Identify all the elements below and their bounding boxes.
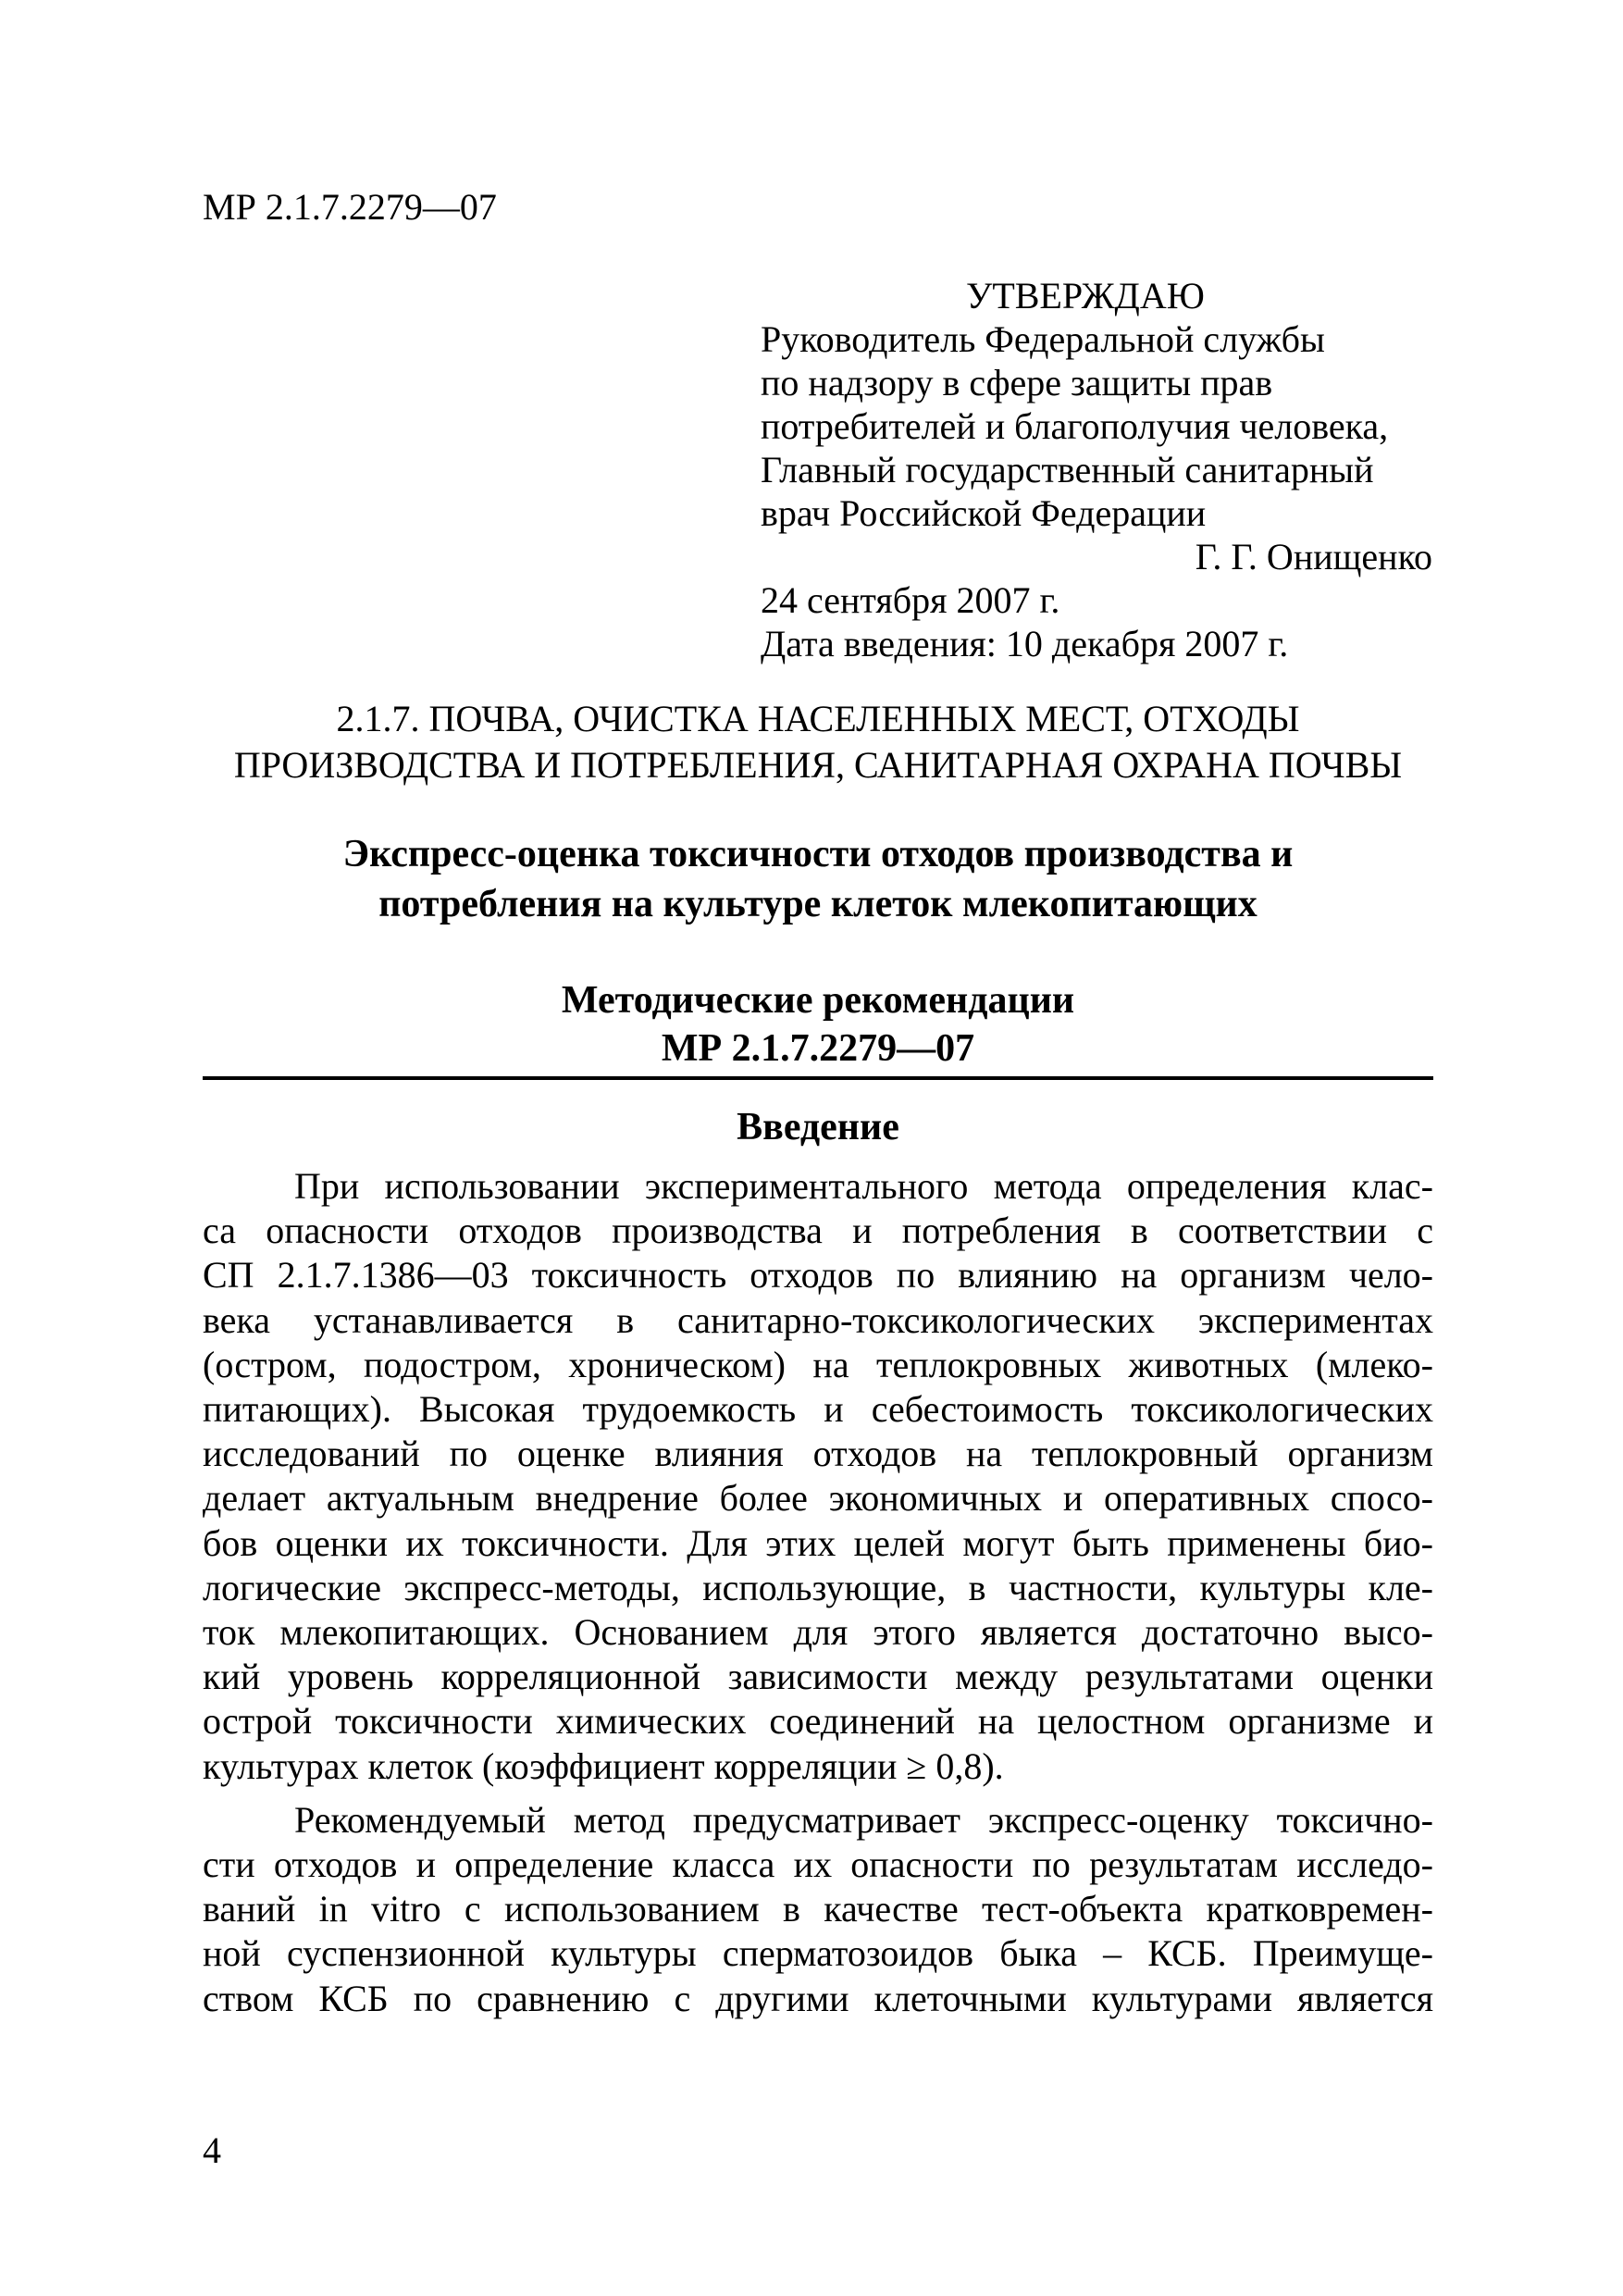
text-line: При использовании экспериментального метода определения клас- [294,1165,1433,1207]
approval-line: потребителей и благополучия человека, [761,405,1389,447]
approval-line: Главный государственный санитарный [761,449,1374,490]
paragraph-2 [203,1798,1433,2021]
text-line: са опасности отходов производства и потребления в соответствии с [203,1210,1433,1252]
text-line: исследований по оценке влияния отходов на теплокровный организм [203,1433,1433,1475]
approval-line: врач Российской Федерации [761,492,1207,534]
text-line: острой токсичности химических соединений на целостном организме и [203,1700,1433,1743]
horizontal-rule [203,1076,1433,1080]
section-heading-line: 2.1.7. ПОЧВА, ОЧИСТКА НАСЕЛЕННЫХ МЕСТ, ОТХОДЫ [336,698,1300,739]
text-line: культурах клеток (коэффициент корреляции ≥ 0,8). [203,1744,1004,1787]
text-line: кий уровень корреляционной зависимости между результатами оценки [203,1656,1433,1698]
text-line: века устанавливается в санитарно-токсикологических экспериментах [203,1298,1433,1341]
text-line: логические экспресс-методы, использующие, в частности, культуры кле- [203,1566,1433,1608]
text-line: бов оценки их токсичности. Для этих целей могут быть применены био- [203,1521,1433,1564]
approval-title: УТВЕРЖДАЮ [966,275,1205,316]
approval-block [761,274,1445,665]
text-line: (остром, подостром, хроническом) на теплокровных животных (млеко- [203,1343,1433,1385]
text-line: ством КСБ по сравнению с другими клеточными культурами является [203,1977,1433,2019]
approval-date: 24 сентября 2007 г. [761,579,1060,621]
paragraph-1 [203,1164,1433,1789]
approval-signer: Г. Г. Онищенко [1195,536,1432,577]
text-line: делает актуальным внедрение более экономичных и оперативных спосо- [203,1477,1433,1520]
approval-line: Руководитель Федеральной службы [761,318,1325,360]
page-number: 4 [203,2129,221,2171]
introduction-body [203,1164,1433,2021]
document-type-label: Методические рекомендации [561,979,1075,1022]
document-title-line: Экспресс-оценка токсичности отходов производства и [342,833,1294,875]
document-title-line: потребления на культуре клеток млекопитающих [378,883,1258,925]
document-type-code: МР 2.1.7.2279—07 [661,1027,975,1070]
section-heading [203,696,1433,788]
text-line: питающих). Высокая трудоемкость и себестоимость токсикологических [203,1388,1433,1431]
text-line: ваний in vitro с использованием в качестве тест-объекта кратковремен- [203,1888,1433,1930]
text-line: СП 2.1.7.1386—03 токсичность отходов по влиянию на организм чело- [203,1254,1433,1297]
document-title [203,829,1433,929]
document-code-header: МР 2.1.7.2279—07 [203,186,497,228]
document-type [203,976,1433,1073]
text-line: сти отходов и определение класса их опасности по результатам исследо- [203,1843,1433,1886]
approval-line: по надзору в сфере защиты прав [761,362,1273,403]
section-heading-line: ПРОИЗВОДСТВА И ПОТРЕБЛЕНИЯ, САНИТАРНАЯ ОХРАНА ПОЧВЫ [233,744,1403,786]
introduction-heading: Введение [737,1106,899,1148]
text-line: ток млекопитающих. Основанием для этого является достаточно высо- [203,1611,1433,1654]
text-line: ной суспензионной культуры сперматозоидов быка – КСБ. Преимуще- [203,1932,1433,1975]
effective-date: Дата введения: 10 декабря 2007 г. [761,623,1289,664]
text-line: Рекомендуемый метод предусматривает экспресс-оценку токсично- [294,1798,1433,1841]
